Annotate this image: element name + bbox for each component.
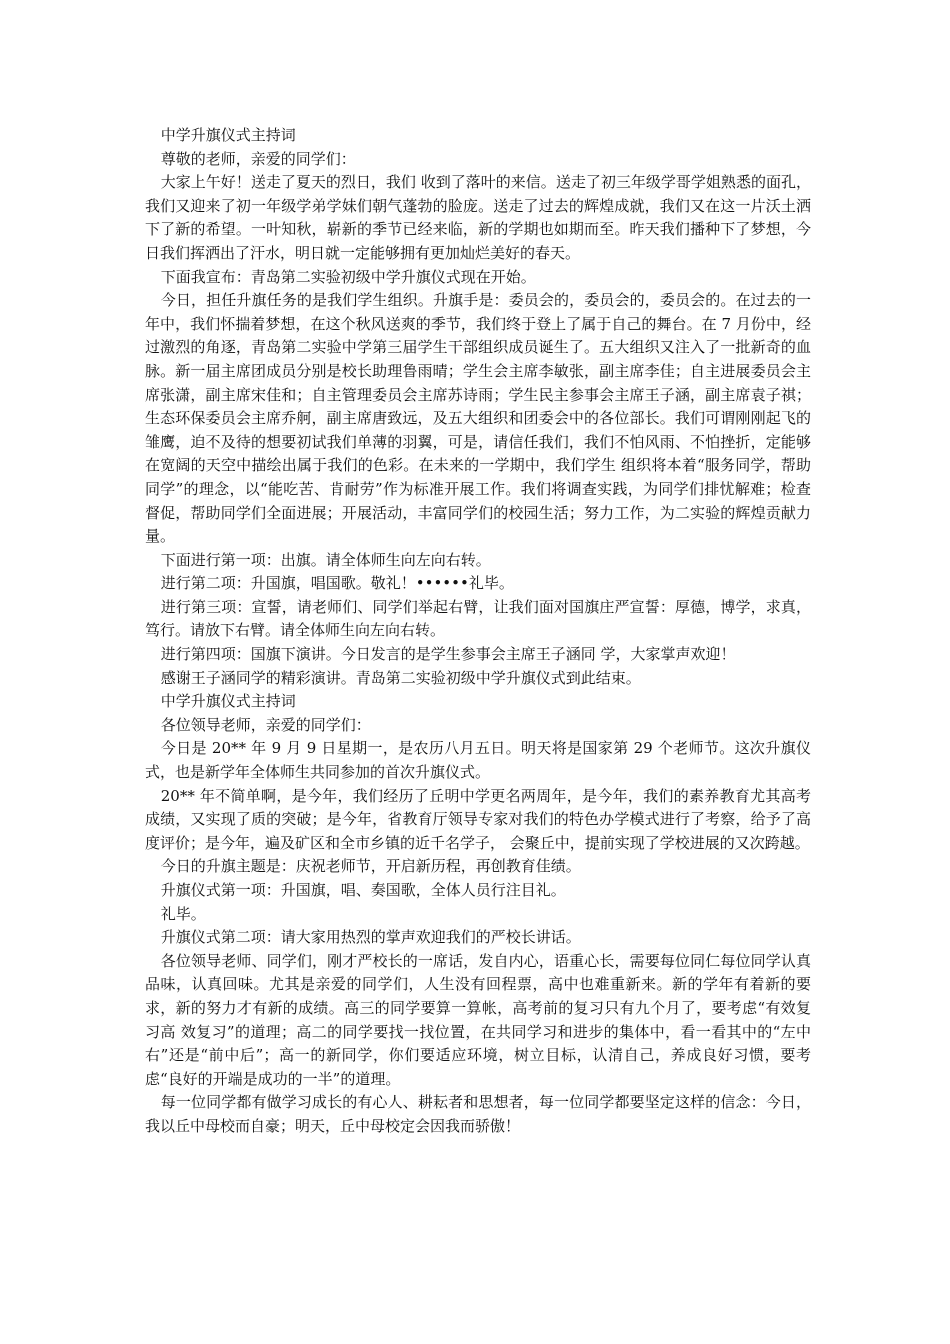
greeting-1: 尊敬的老师，亲爱的同学们： bbox=[160, 149, 356, 168]
paragraph: 今日是 20** 年 9 月 9 日星期一，是农历八月五日。明天将是国家第 29 个老师节。这次升旗仪式，也是新学年全体师生共同参加的首次升旗仪式。 bbox=[145, 739, 811, 782]
paragraph: 感谢王子涵同学的精彩演讲。青岛第二实验初级中学升旗仪式到此结束。 bbox=[160, 668, 641, 687]
document-body bbox=[145, 124, 811, 1139]
paragraph: 进行第三项：宣誓，请老师们、同学们举起右臂，让我们面对国旗庄严宣誓：厚德，博学，求真，笃行。请放下右臂。请全体师生向左向右转。 bbox=[145, 597, 811, 640]
paragraph: 下面我宣布：青岛第二实验初级中学升旗仪式现在开始。 bbox=[160, 267, 536, 286]
title-1: 中学升旗仪式主持词 bbox=[160, 126, 296, 144]
paragraph: 升旗仪式第一项：升国旗，唱、奏国歌，全体人员行注目礼。 bbox=[160, 881, 566, 899]
paragraph: 进行第二项：升国旗，唱国歌。敬礼！••••••礼毕。 bbox=[160, 574, 514, 593]
paragraph: 升旗仪式第二项：请大家用热烈的掌声欢迎我们的严校长讲话。 bbox=[160, 928, 581, 947]
paragraph: 20** 年不简单啊，是今年，我们经历了丘明中学更名两周年，是今年，我们的素养教育尤其高考成绩，又实现了质的突破；是今年，省教育厅领导专家对我们的特色办学模式进行了考察，给予了高度评价；是今年，遍及矿区和全市乡镇的近千名学子， 会聚丘中，提前实现了学校进展的又次跨越。 bbox=[145, 786, 811, 852]
paragraph: 大家上午好！送走了夏天的烈日，我们 收到了落叶的来信。送走了初三年级学哥学姐熟悉的面孔，我们又迎来了初一年级学弟学妹们朝气蓬勃的脸庞。送走了过去的辉煌成就，我们又在这一片沃土洒下了新的希望。一叶知秋，崭新的季节已经来临，新的学期也如期而至。昨天我们播种下了梦想，今日我们挥洒出了汗水，明日就一定能够拥有更加灿烂美好的春天。 bbox=[145, 173, 811, 262]
greeting-2: 各位领导老师，亲爱的同学们： bbox=[160, 715, 371, 734]
paragraph: 今日，担任升旗任务的是我们学生组织。升旗手是：委员会的，委员会的，委员会的。在过去的一年中，我们怀揣着梦想，在这个秋风送爽的季节，我们终于登上了属于自己的舞台。在 7 月份中，经过激烈的角逐，青岛第二实验中学第三届学生干部组织成员诞生了。五大组织又注入了一批新奇的血脉。新一届主席团成员分别是校长助理鲁雨晴；学生会主席李敏张，副主席李佳；自主进展委员会主席张潇，副主席宋佳和；自主管理委员会主席苏诗雨；学生民主参事会主席王子涵，副主席袁子祺；生态环保委员会主席乔舸，副主席唐致远，及五大组织和团委会中的各位部长。我们可谓刚刚起飞的雏鹰，迫不及待的想要初试我们单薄的羽翼，可是，请信任我们，我们不怕风雨、不怕挫折，定能够在宽阔的天空中描绘出属于我们的色彩。在未来的一学期中，我们学生 组织将本着“服务同学，帮助同学”的理念，以“能吃苦、肯耐劳”作为标准开展工作。我们将调查实践，为同学们排忧解难；检查督促，帮助同学们全面进展；开展活动，丰富同学们的校园生活；努力工作，为二实验的辉煌贡献力量。 bbox=[145, 291, 811, 546]
paragraph: 各位领导老师、同学们，刚才严校长的一席话，发自内心，语重心长，需要每位同仁每位同学认真品味，认真回味。尤其是亲爱的同学们，人生没有回程票，高中也难重新来。新的学年有着新的要求，新的努力才有新的成绩。高三的同学要算一算帐，高考前的复习只有九个月了，要考虑“有效复习高 效复习”的道理；高二的同学要找一找位置，在共同学习和进步的集体中，看一看其中的“左中右”还是“前中后”；高一的新同学，你们要适应环境，树立目标，认清自己，养成良好习惯，要考虑“良好的开端是成功的一半”的道理。 bbox=[145, 951, 811, 1088]
paragraph: 每一位同学都有做学习成长的有心人、耕耘者和思想者，每一位同学都要坚定这样的信念：今日，我以丘中母校而自豪；明天，丘中母校定会因我而骄傲！ bbox=[145, 1093, 811, 1135]
paragraph: 今日的升旗主题是：庆祝老师节，开启新历程，再创教育佳绩。 bbox=[160, 857, 581, 876]
title-2: 中学升旗仪式主持词 bbox=[160, 692, 296, 711]
paragraph: 礼毕。 bbox=[160, 904, 206, 923]
paragraph: 下面进行第一项：出旗。请全体师生向左向右转。 bbox=[160, 550, 491, 569]
paragraph: 进行第四项：国旗下演讲。今日发言的是学生参事会主席王子涵同 学，大家掌声欢迎！ bbox=[160, 645, 736, 664]
